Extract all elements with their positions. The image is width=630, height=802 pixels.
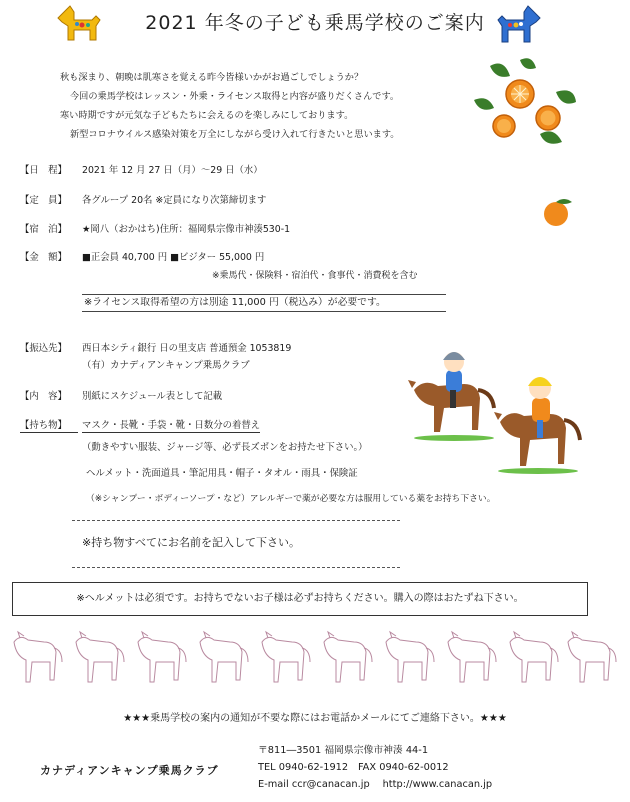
intro-text: [60, 68, 480, 144]
items-line-1: マスク・長靴・手袋・靴・日数分の着替え: [82, 420, 261, 431]
intro-line: 新型コロナウイルス感染対策を万全にしながら受け入れて行きたいと思います。: [70, 129, 400, 140]
fee-note: ※乗馬代・保険料・宿泊代・食事代・消費税を含む: [212, 271, 418, 281]
club-logo: カナディアンキャンプ乗馬クラブ: [40, 764, 219, 777]
items-line-4: （※シャンプー・ボディーソープ・など）アレルギーで薬が必要な方は服用している薬をお持ち下さい。: [86, 494, 496, 504]
footer-note: ★★★乗馬学校の案内の通知が不要な際にはお電話かメールにてご連絡下さい。★★★: [123, 713, 507, 724]
intro-line: 今回の乗馬学校はレッスン・外乗・ライセンス取得と内容が盛りだくさんです。: [70, 91, 400, 102]
child-rider-illustration: [404, 340, 500, 440]
items-line-2: （動きやすい服装、ジャージ等、必ず長ズボンをお持たせ下さい。）: [82, 442, 368, 453]
capacity-row: [20, 192, 266, 206]
schedule-row: [20, 162, 263, 176]
bank-label: 【振込先】: [20, 343, 67, 354]
orange-fruit-icon: [538, 196, 576, 228]
bank-line-2: （有）カナディアンキャンプ乗馬クラブ: [82, 360, 250, 371]
license-note: ※ライセンス取得希望の方は別途 11,000 円（税込み）が必要です。: [82, 294, 446, 312]
schedule-value: 2021 年 12 月 27 日（月）～29 日（水）: [82, 165, 263, 176]
contact-address: 〒811―3501 福岡県宗像市神湊 44-1: [258, 745, 429, 756]
items-label: 【持ち物】: [20, 417, 78, 433]
lodging-label: 【宿 泊】: [20, 224, 67, 235]
contact-block: [258, 742, 492, 793]
content-value: 別紙にスケジュール表として記載: [82, 391, 223, 402]
page-title: 2021 年冬の子ども乗馬学校のご案内: [145, 12, 485, 34]
fee-value: ■正会員 40,700 円 ■ビジター 55,000 円: [82, 252, 265, 263]
content-row: [20, 388, 222, 402]
name-notice: ※持ち物すべてにお名前を記入して下さい。: [82, 536, 300, 549]
schedule-label: 【日 程】: [20, 165, 67, 176]
bank-row: [20, 340, 291, 354]
items-row: [20, 417, 260, 433]
contact-email-web: E-mail ccr@canacan.jp http://www.canacan.jp: [258, 779, 493, 790]
lodging-value: ★岡八（おかはち)住所：福岡県宗像市神湊530-1: [82, 224, 291, 235]
bank-line-1: 西日本シティ銀行 日の里支店 普通預金 1053819: [82, 343, 292, 354]
capacity-value: 各グループ 20名 ※定員になり次第締切ます: [82, 195, 267, 206]
capacity-label: 【定 員】: [20, 195, 67, 206]
horse-sketch-row: [10, 628, 620, 688]
oranges-illustration: [470, 56, 590, 166]
name-notice-box: [72, 520, 400, 568]
intro-line: 秋も深まり、朝晩は肌寒さを覚える昨今皆様いかがお過ごしでしょうか？: [60, 72, 364, 83]
intro-line: 寒い時期ですが元気な子どもたちに会えるのを楽しみにしております。: [60, 110, 354, 121]
content-label: 【内 容】: [20, 391, 67, 402]
items-line-3: ヘルメット・洗面道具・筆記用具・帽子・タオル・雨具・保険証: [86, 468, 358, 479]
fee-label: 【金 額】: [20, 252, 67, 263]
contact-phone: TEL 0940-62-1912 FAX 0940-62-0012: [258, 762, 449, 773]
lodging-row: [20, 221, 290, 235]
fee-row: [20, 249, 264, 263]
helmet-notice: ※ヘルメットは必須です。お持ちでないお子様は必ずお持ちください。購入の際はおたずね下さい。: [12, 582, 588, 616]
child-rider-illustration: [490, 364, 586, 474]
